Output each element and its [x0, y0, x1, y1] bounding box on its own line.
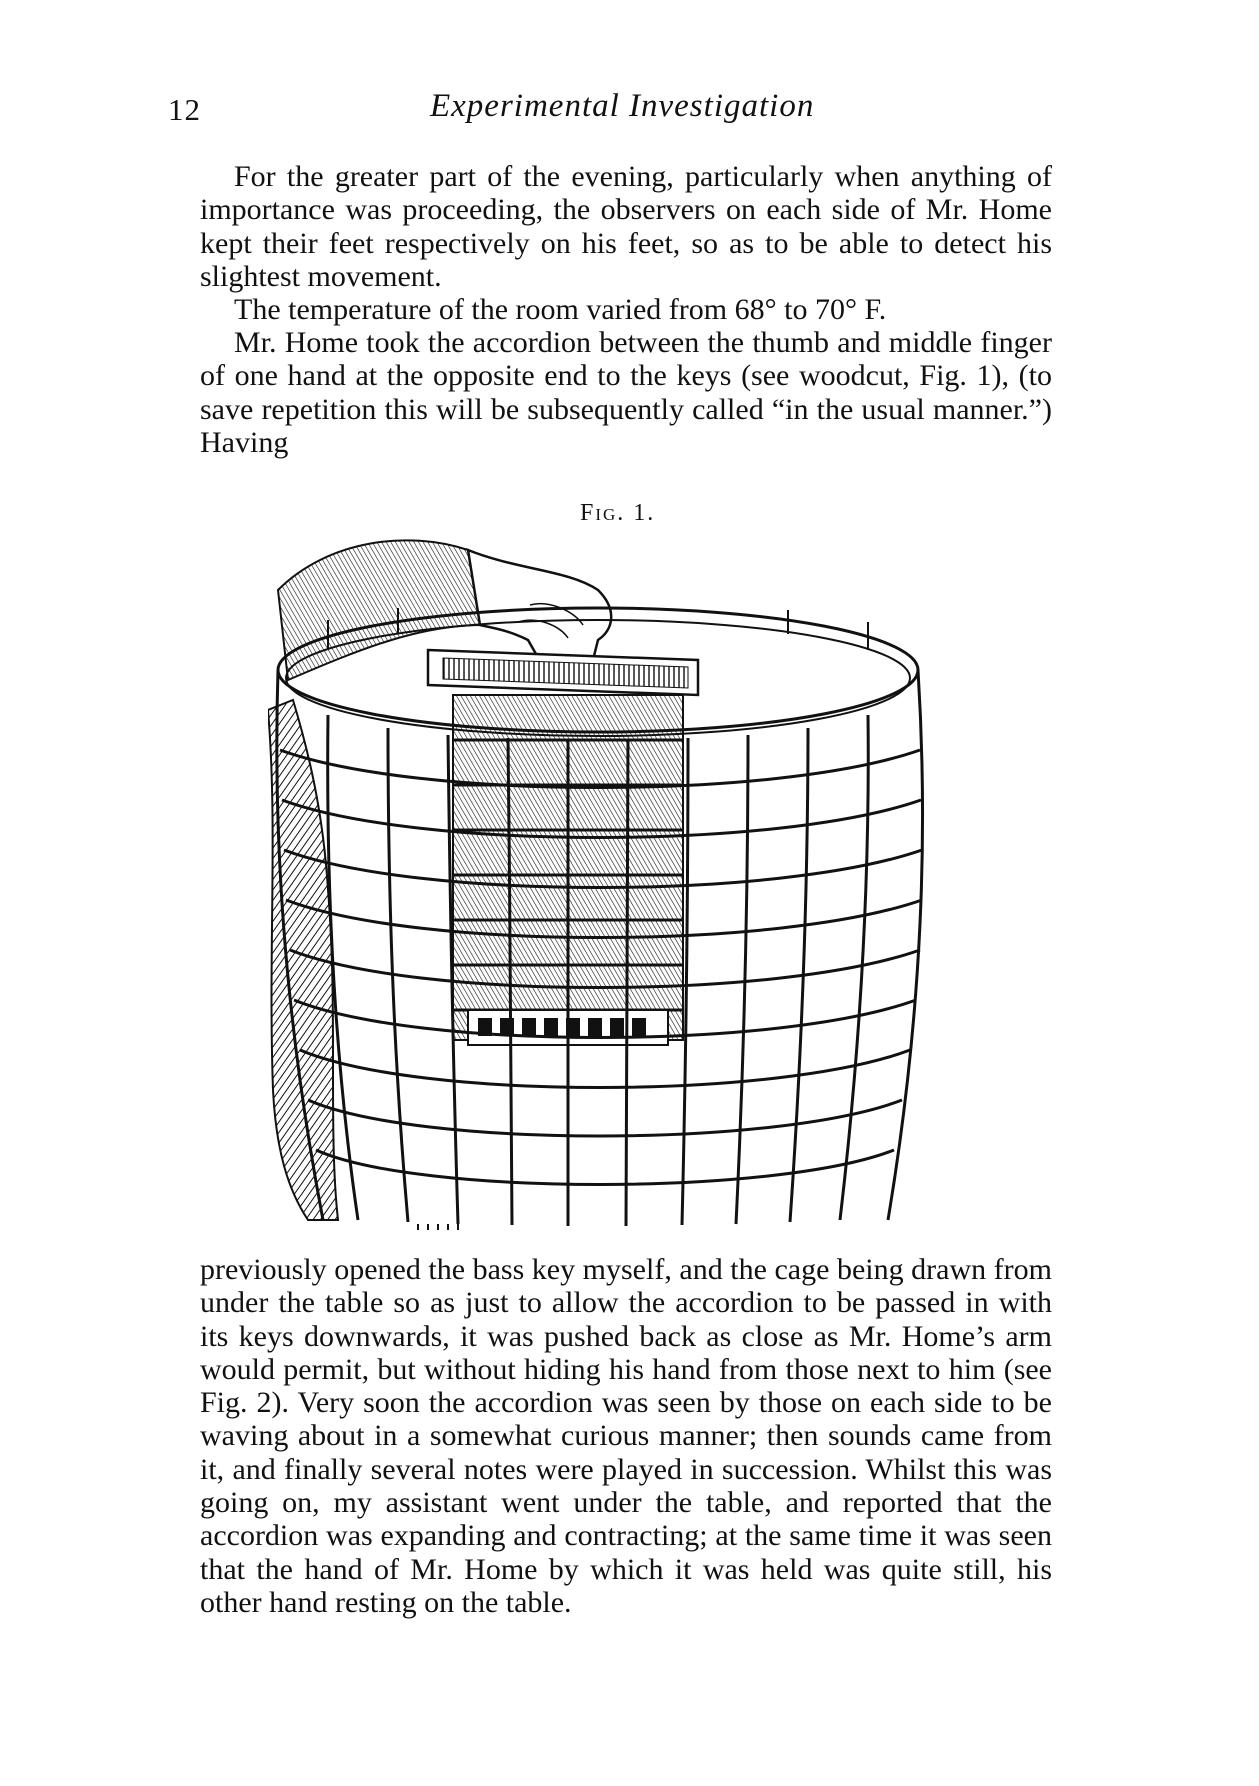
floor-marks	[418, 1224, 458, 1230]
paragraph-temperature: The temperature of the room varied from 68° to 70° F.	[234, 293, 887, 326]
woodcut-illustration	[268, 530, 988, 1230]
running-title: Experimental Investigation	[430, 88, 815, 124]
page-number: 12	[168, 92, 201, 127]
figure-label: Fig. 1.	[580, 500, 656, 526]
paragraph-accordion-playing: previously opened the bass key myself, and the cage being drawn from under the table so as just to allow the accordion to be passed in with its keys downwards, it was pushed back as close as Mr. Home’s arm would permit, but without hiding his hand from those next to him (see Fig. 2). Very soon the accordion was seen by those on each side to be waving about in a somewhat curious manner; then sounds came from it, and finally several notes were played in succession. Whilst this was going on, my assistant went under the table, and reported that the accordion was expanding and contracting; at the same time it was seen that the hand of Mr. Home by which it was held was quite still, his other hand resting on the table.	[200, 1253, 1052, 1619]
paragraph-accordion-hold: Mr. Home took the accordion between the thumb and middle finger of one hand at the opposite end to the keys (see woodcut, Fig. 1), (to save repetition this will be subsequently called “in the usual manner.”) Having	[200, 326, 1052, 459]
paragraph-feet-observation: For the greater part of the evening, particularly when anything of importance was proceeding, the observers on each side of Mr. Home kept their feet respectively on his feet, so as to be able to detect his slightest movement.	[200, 160, 1052, 293]
